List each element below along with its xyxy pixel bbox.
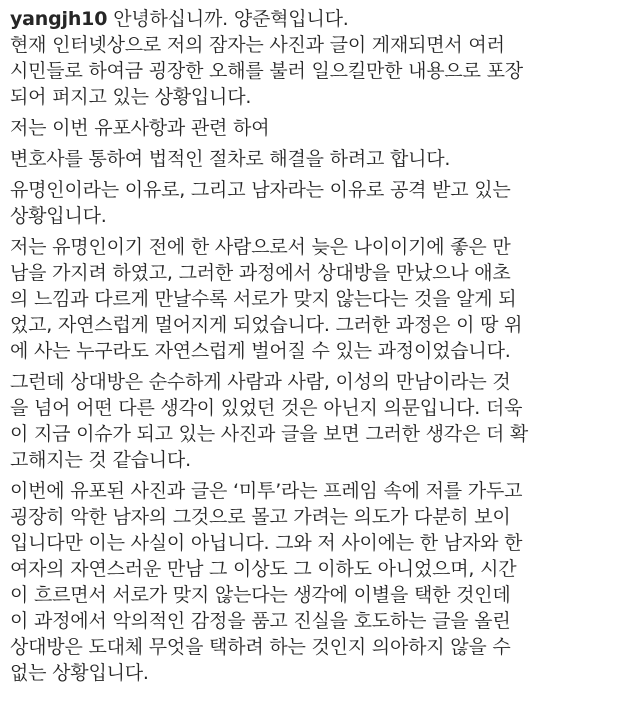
paragraph: [10, 146, 630, 172]
caption-line: 이 과정에서 악의적인 감정을 품고 진실을 호도하는 글을 올린: [10, 610, 511, 632]
caption-line: 변호사를 통하여 법적인 절차로 해결을 하려고 합니다.: [10, 148, 451, 170]
caption-line: 입니다만 이는 사실이 아닙니다. 그와 저 사이에는 한 남자와 한: [10, 532, 523, 554]
caption-line: 시민들로 하여금 굉장한 오해를 불러 일으킬만한 내용으로 포장: [10, 60, 523, 82]
caption-line: 유명인이라는 이유로, 그리고 남자라는 이유로 공격 받고 있는: [10, 179, 511, 201]
username-link[interactable]: yangjh10: [10, 8, 108, 30]
caption-line: 남을 가지려 하였고, 그러한 과정에서 상대방을 만났으나 애초: [10, 262, 511, 284]
caption-line: 그런데 상대방은 순수하게 사람과 사람, 이성의 만남이라는 것: [10, 371, 511, 393]
caption-line: 저는 이번 유포사항과 관련 하여: [10, 117, 270, 139]
caption-line: 되어 퍼지고 있는 상황입니다.: [10, 86, 252, 108]
caption-line: 에 사는 누구라도 자연스럽게 벌어질 수 있는 과정이었습니다.: [10, 340, 511, 362]
paragraph: [10, 32, 630, 110]
caption-line: 이번에 유포된 사진과 글은 ‘미투’라는 프레임 속에 저를 가두고: [10, 480, 523, 502]
caption-line: 여자의 자연스러운 만남 그 이상도 그 이하도 아니었으며, 시간: [10, 558, 517, 580]
caption-line: 굉장히 악한 남자의 그것으로 몰고 가려는 의도가 다분히 보이: [10, 506, 511, 528]
paragraph: [10, 177, 630, 229]
caption-line: 없는 상황입니다.: [10, 662, 149, 684]
caption-line: 현재 인터넷상으로 저의 잠자는 사진과 글이 게재되면서 여러: [10, 34, 505, 56]
caption-line: 상대방은 도대체 무엇을 택하려 하는 것인지 의아하지 않을 수: [10, 636, 511, 658]
caption-line: 의 느낌과 다르게 만날수록 서로가 맞지 않는다는 것을 알게 되: [10, 288, 517, 310]
caption-header: [10, 6, 630, 32]
greeting-text: 안녕하십니까. 양준혁입니다.: [113, 8, 349, 30]
caption-line: 었고, 자연스럽게 멀어지게 되었습니다. 그러한 과정은 이 땅 위: [10, 314, 523, 336]
caption-line: 이 지금 이슈가 되고 있는 사진과 글을 보면 그러한 생각은 더 확: [10, 423, 529, 445]
caption-line: 저는 유명인이기 전에 한 사람으로서 늦은 나이이기에 좋은 만: [10, 236, 511, 258]
paragraph: [10, 115, 630, 141]
caption-line: 이 흐르면서 서로가 맞지 않는다는 생각에 이별을 택한 것인데: [10, 584, 511, 606]
paragraph: [10, 478, 630, 686]
caption-line: 을 넘어 어떤 다른 생각이 있었던 것은 아닌지 의문입니다. 더욱: [10, 397, 523, 419]
caption-line: 상황입니다.: [10, 205, 107, 227]
paragraph: [10, 234, 630, 364]
paragraph: [10, 369, 630, 473]
caption-line: 고해지는 것 같습니다.: [10, 449, 191, 471]
